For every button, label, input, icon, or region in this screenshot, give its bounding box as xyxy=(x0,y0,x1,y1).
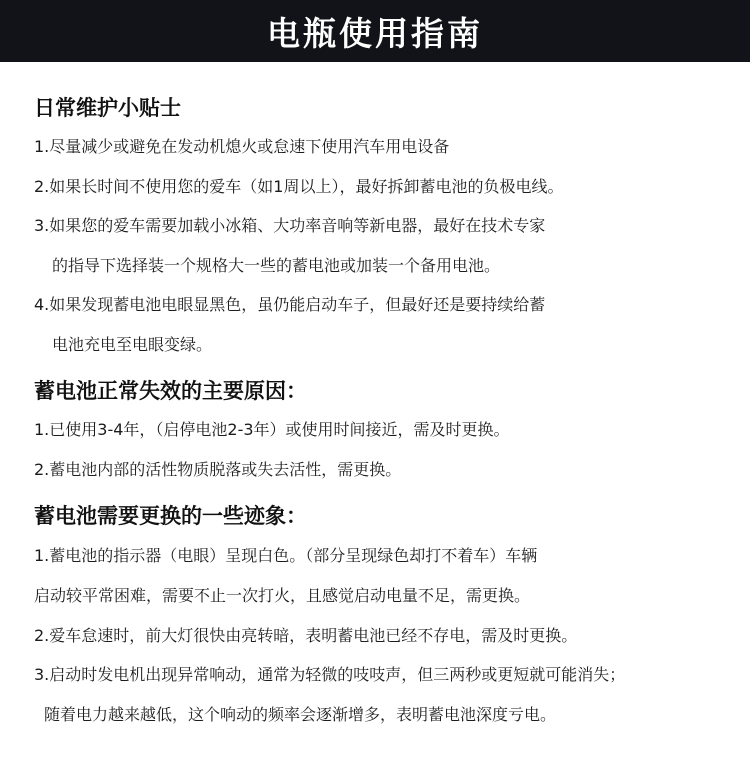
header-banner xyxy=(0,0,750,62)
page-title: 电瓶使用指南 xyxy=(267,13,483,53)
section-heading-failure-causes: 蓄电池正常失效的主要原因： xyxy=(34,379,307,403)
failure-cause-2: 2.蓄电池内部的活性物质脱落或失去活性，需更换。 xyxy=(34,460,402,479)
maintenance-tip-2: 2.如果长时间不使用您的爱车（如1周以上），最好拆卸蓄电池的负极电线。 xyxy=(34,177,564,196)
replacement-sign-1-continued: 启动较平常困难，需要不止一次打火，且感觉启动电量不足，需更换。 xyxy=(34,586,531,605)
replacement-sign-3-continued: 随着电力越来越低，这个响动的频率会逐渐增多，表明蓄电池深度亏电。 xyxy=(44,705,557,724)
replacement-sign-3: 3.启动时发电机出现异常响动，通常为轻微的吱吱声，但三两秒或更短就可能消失； xyxy=(34,665,626,684)
failure-cause-1: 1.已使用3-4年，（启停电池2-3年）或使用时间接近，需及时更换。 xyxy=(34,420,510,439)
maintenance-tip-4: 4.如果发现蓄电池电眼显黑色，虽仍能启动车子，但最好还是要持续给蓄 xyxy=(34,295,546,314)
maintenance-tip-3: 3.如果您的爱车需要加载小冰箱、大功率音响等新电器，最好在技术专家 xyxy=(34,216,546,235)
maintenance-tip-3-continued: 的指导下选择装一个规格大一些的蓄电池或加装一个备用电池。 xyxy=(52,256,501,275)
section-heading-replacement-signs: 蓄电池需要更换的一些迹象： xyxy=(34,504,307,528)
section-heading-maintenance: 日常维护小贴士 xyxy=(34,96,181,120)
maintenance-tip-1: 1.尽量减少或避免在发动机熄火或怠速下使用汽车用电设备 xyxy=(34,137,450,156)
replacement-sign-1: 1.蓄电池的指示器（电眼）呈现白色。（部分呈现绿色却打不着车）车辆 xyxy=(34,546,538,565)
replacement-sign-2: 2.爱车怠速时，前大灯很快由亮转暗，表明蓄电池已经不存电，需及时更换。 xyxy=(34,626,578,645)
maintenance-tip-4-continued: 电池充电至电眼变绿。 xyxy=(52,335,213,354)
